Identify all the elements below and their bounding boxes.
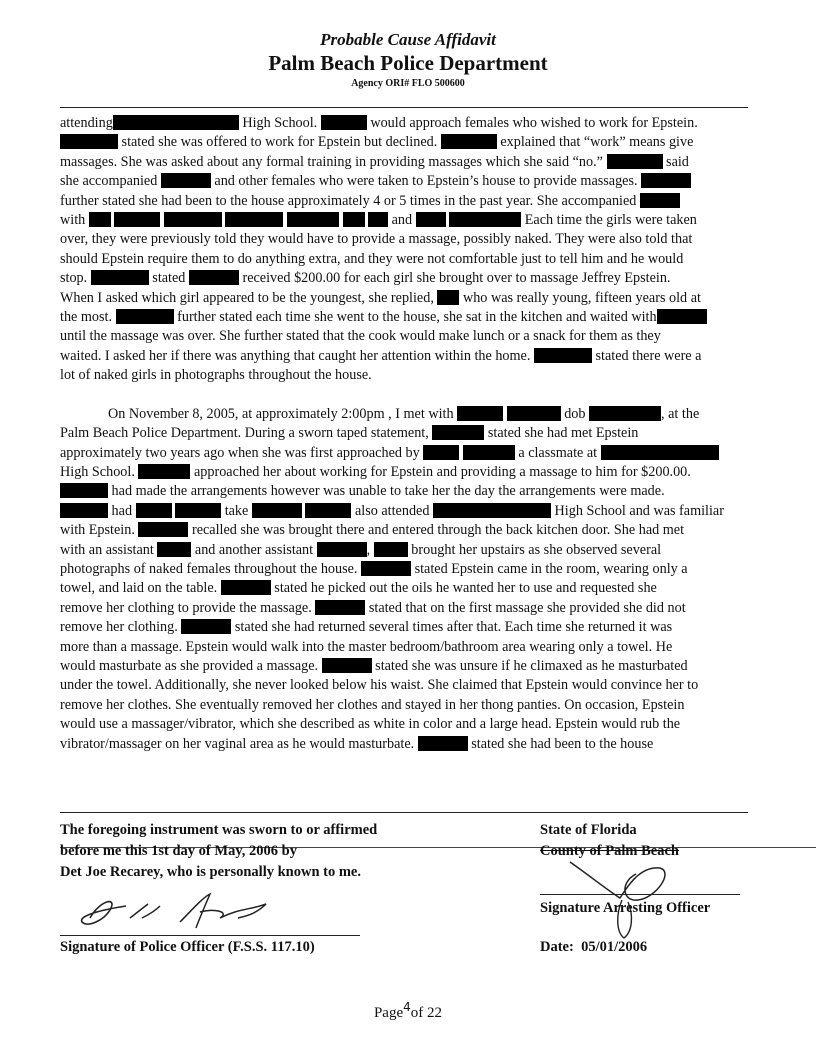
body-line: further stated she had been to the house approximately 4 or 5 times in the past year. She accompanied: [60, 192, 790, 211]
department-name: Palm Beach Police Department: [268, 51, 548, 75]
body-line: the most. further stated each time she went to the house, she sat in the kitchen and waited with: [60, 308, 790, 327]
redaction-block: [221, 580, 271, 595]
redaction-block: [60, 503, 108, 518]
redaction-block: [113, 115, 239, 130]
body-line: over, they were previously told they would have to provide a massage, possibly naked. They were also told that: [60, 231, 693, 248]
body-line: would use a massager/vibrator, which she described as white in color and a large head. Epstein would rub the: [60, 716, 681, 733]
body-line: photographs of naked females throughout the house. stated Epstein came in the room, wearing only a: [60, 560, 688, 577]
redaction-block: [60, 134, 118, 149]
redaction-block: [175, 503, 221, 518]
redaction-block: [449, 212, 521, 227]
redaction-block: [89, 212, 111, 227]
body-line: waited. I asked her if there was anything that caught her attention within the home. stated there were a: [60, 347, 702, 364]
redaction-block: [315, 600, 365, 615]
redaction-block: [374, 542, 408, 557]
redaction-block: [368, 212, 388, 227]
redaction-block: [343, 212, 365, 227]
body-line: stop. stated received $200.00 for each girl she brought over to massage Jeffrey Epstein.: [60, 270, 671, 287]
redaction-block: [441, 134, 497, 149]
body-line: with an assistant and another assistant , brought her upstairs as she observed several: [60, 541, 662, 558]
redaction-block: [601, 445, 719, 460]
redaction-block: [432, 425, 484, 440]
redaction-block: [164, 212, 222, 227]
redaction-block: [589, 406, 661, 421]
page-number: [0, 1000, 816, 1022]
redaction-block: [60, 483, 108, 498]
footer-divider: [60, 812, 748, 813]
page-prefix: Page: [373, 1005, 404, 1021]
body-line: attending High School. would approach females who wished to work for Epstein.: [60, 115, 698, 131]
body-line: On November 8, 2005, at approximately 2:00pm , I met with dob , at the: [108, 405, 700, 422]
redaction-block: [321, 115, 367, 130]
redaction-block: [507, 406, 561, 421]
redaction-block: [116, 309, 174, 324]
officer-signature-line: [60, 935, 360, 936]
redaction-block: [657, 309, 707, 324]
body-line: lot of naked girls in photographs throughout the house.: [60, 367, 372, 384]
redaction-block: [161, 173, 211, 188]
redaction-block: [641, 173, 691, 188]
redaction-block: [138, 464, 190, 479]
officer-signature-label: Signature of Police Officer (F.S.S. 117.10): [60, 939, 315, 955]
date-block: [540, 939, 647, 956]
page-total: of 22: [410, 1005, 443, 1021]
body-line: remove her clothes. She eventually removed her clothes and stayed in her thong panties. On occasion, Epstein: [60, 696, 685, 713]
redaction-block: [136, 503, 172, 518]
redaction-block: [416, 212, 446, 227]
body-line: vibrator/massager on her vaginal area as he would masturbate. stated she had been to the house: [60, 735, 654, 752]
oath-line: before me this 1st day of May, 2006 by: [60, 843, 297, 859]
redaction-block: [607, 154, 663, 169]
body-line: remove her clothing to provide the massage. stated that on the first massage she provided she did not: [60, 599, 686, 616]
body-line: with Epstein. recalled she was brought there and entered through the back kitchen door. She had met: [60, 522, 685, 539]
date-value: 05/01/2006: [581, 939, 648, 955]
body-line: Palm Beach Police Department. During a sworn taped statement, stated she had met Epstein: [60, 425, 639, 442]
oath-line: The foregoing instrument was sworn to or affirmed: [60, 822, 378, 838]
redaction-block: [91, 270, 149, 285]
body-line: would masturbate as she provided a massage. stated she was unsure if he climaxed as he masturbated: [60, 657, 688, 674]
body-line: with and Each time the girls were taken: [60, 211, 697, 228]
redaction-block: [433, 503, 551, 518]
body-line: more than a massage. Epstein would walk into the master bedroom/bathroom area wearing only a towel. He: [60, 638, 673, 655]
county-label: County of Palm Beach: [540, 843, 679, 859]
redaction-block: [252, 503, 302, 518]
redaction-block: [305, 503, 351, 518]
redaction-block: [640, 193, 680, 208]
redaction-block: [138, 522, 188, 537]
date-label: Date:: [540, 939, 574, 955]
redaction-block: [437, 290, 459, 305]
state-label: State of Florida: [540, 822, 637, 838]
body-line: had take also attended High School and was familiar: [60, 502, 790, 521]
header-divider: [60, 107, 748, 108]
body-line: High School. approached her about working for Epstein and providing a massage to him for $200.00.: [60, 464, 691, 481]
redaction-block: [457, 406, 503, 421]
body-line: she accompanied and other females who were taken to Epstein’s house to provide massages.: [60, 172, 790, 191]
redaction-block: [418, 736, 468, 751]
redaction-block: [189, 270, 239, 285]
redaction-block: [322, 658, 372, 673]
body-line: should Epstein require them to do anything extra, and they were not comfortable just to tell him and he would: [60, 250, 684, 267]
officer-signature: [70, 888, 290, 936]
body-line: remove her clothing. stated she had returned several times after that. Each time she returned it was: [60, 619, 673, 636]
redaction-block: [423, 445, 459, 460]
body-line: approximately two years ago when she was first approached by a classmate at: [60, 444, 790, 463]
body-line: under the towel. Additionally, she never looked below his waist. She claimed that Epstein would convince her to: [60, 677, 699, 694]
redaction-block: [181, 619, 231, 634]
agency-ori: Agency ORI# FLO 500600: [351, 78, 465, 89]
body-line: When I asked which girl appeared to be the youngest, she replied, who was really young, fifteen years old at: [60, 289, 701, 306]
body-line: towel, and laid on the table. stated he picked out the oils he wanted her to use and requested she: [60, 580, 657, 597]
affidavit-body: [60, 114, 790, 754]
arresting-officer-signature: [560, 852, 690, 940]
redaction-block: [361, 561, 411, 576]
redaction-block: [534, 348, 592, 363]
redaction-block: [114, 212, 160, 227]
document-title: Probable Cause Affidavit: [320, 30, 496, 49]
redaction-block: [157, 542, 191, 557]
body-line: massages. She was asked about any formal training in providing massages which she said “no.” said: [60, 153, 689, 170]
redaction-block: [287, 212, 339, 227]
redaction-block: [225, 212, 283, 227]
body-line: had made the arrangements however was unable to take her the day the arrangements were made.: [60, 482, 790, 501]
redaction-block: [317, 542, 367, 557]
oath-line: Det Joe Recarey, who is personally known to me.: [60, 864, 361, 880]
body-line: until the massage was over. She further stated that the cook would make lunch or a snack for them as they: [60, 328, 661, 345]
oath-statement: [60, 820, 480, 883]
redaction-block: [463, 445, 515, 460]
arresting-signature-line: [540, 894, 740, 895]
body-line: stated she was offered to work for Epstein but declined. explained that “work” means give: [60, 133, 790, 152]
page-current: 4: [403, 1000, 411, 1014]
arresting-signature-label: Signature Arresting Officer: [540, 900, 711, 916]
